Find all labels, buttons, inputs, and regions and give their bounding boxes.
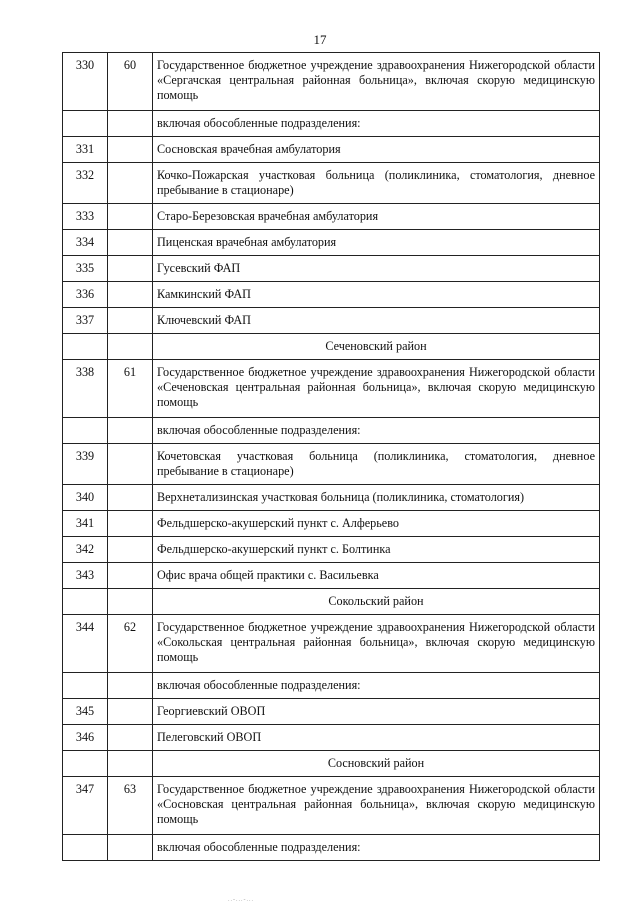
row-number <box>63 751 108 777</box>
table-row <box>63 699 600 725</box>
table-row <box>63 418 600 444</box>
table-row <box>63 537 600 563</box>
table-row <box>63 282 600 308</box>
row-code <box>108 751 153 777</box>
table-row <box>63 360 600 418</box>
district-row <box>63 589 600 615</box>
table-row <box>63 163 600 204</box>
row-code <box>108 230 153 256</box>
row-name: Верхнетализинская участковая больница (поликлиника, стоматология) <box>153 485 600 511</box>
table-row <box>63 137 600 163</box>
row-name: Офис врача общей практики с. Васильевка <box>153 563 600 589</box>
table-row <box>63 725 600 751</box>
row-name: Камкинский ФАП <box>153 282 600 308</box>
row-number: 346 <box>63 725 108 751</box>
row-code <box>108 308 153 334</box>
row-name: Георгиевский ОВОП <box>153 699 600 725</box>
row-code <box>108 511 153 537</box>
row-number <box>63 835 108 861</box>
row-code: 62 <box>108 615 153 673</box>
district-row <box>63 334 600 360</box>
row-code <box>108 111 153 137</box>
row-code: 63 <box>108 777 153 835</box>
row-number: 334 <box>63 230 108 256</box>
row-code <box>108 485 153 511</box>
row-code <box>108 444 153 485</box>
row-code <box>108 589 153 615</box>
row-name: Государственное бюджетное учреждение здравоохранения Нижегородской области «Сокольская центральная районная больница», включая скорую медицинскую помощь <box>153 615 600 673</box>
row-name: включая обособленные подразделения: <box>153 835 600 861</box>
row-name: Пиценская врачебная амбулатория <box>153 230 600 256</box>
row-code <box>108 256 153 282</box>
row-name: Государственное бюджетное учреждение здравоохранения Нижегородской области «Сеченовская центральная районная больница», включая скорую медицинскую помощь <box>153 360 600 418</box>
table-row <box>63 204 600 230</box>
row-code: 60 <box>108 53 153 111</box>
row-name: Фельдшерско-акушерский пункт с. Болтинка <box>153 537 600 563</box>
row-code <box>108 334 153 360</box>
row-number: 337 <box>63 308 108 334</box>
row-name: Пелеговский ОВОП <box>153 725 600 751</box>
table-row <box>63 511 600 537</box>
row-number: 332 <box>63 163 108 204</box>
table-row <box>63 53 600 111</box>
row-name: включая обособленные подразделения: <box>153 673 600 699</box>
table-row <box>63 835 600 861</box>
row-name: Государственное бюджетное учреждение здравоохранения Нижегородской области «Сергачская центральная районная больница», включая скорую медицинскую помощь <box>153 53 600 111</box>
row-number <box>63 111 108 137</box>
row-number: 338 <box>63 360 108 418</box>
row-number: 336 <box>63 282 108 308</box>
district-row <box>63 751 600 777</box>
page-number: 17 <box>313 32 327 47</box>
row-number: 331 <box>63 137 108 163</box>
table-row <box>63 777 600 835</box>
row-code <box>108 699 153 725</box>
table-row <box>63 111 600 137</box>
row-number: 344 <box>63 615 108 673</box>
row-number: 339 <box>63 444 108 485</box>
row-name: Кочетовская участковая больница (поликлиника, стоматология, дневное пребывание в стационаре) <box>153 444 600 485</box>
row-number: 345 <box>63 699 108 725</box>
row-number: 335 <box>63 256 108 282</box>
table-row <box>63 673 600 699</box>
row-code <box>108 563 153 589</box>
row-code <box>108 418 153 444</box>
row-number: 333 <box>63 204 108 230</box>
row-name: включая обособленные подразделения: <box>153 111 600 137</box>
table-row <box>63 230 600 256</box>
row-code: 61 <box>108 360 153 418</box>
row-code <box>108 163 153 204</box>
row-name: Сосновская врачебная амбулатория <box>153 137 600 163</box>
row-number <box>63 589 108 615</box>
row-number: 342 <box>63 537 108 563</box>
row-code <box>108 673 153 699</box>
row-number: 343 <box>63 563 108 589</box>
row-name: Фельдшерско-акушерский пункт с. Алферьево <box>153 511 600 537</box>
row-number: 347 <box>63 777 108 835</box>
row-code <box>108 537 153 563</box>
row-name: Ключевский ФАП <box>153 308 600 334</box>
table-row <box>63 615 600 673</box>
row-name: включая обособленные подразделения: <box>153 418 600 444</box>
scan-mark: ..-...-... <box>228 897 254 903</box>
institutions-table <box>62 52 600 861</box>
row-number: 330 <box>63 53 108 111</box>
table-row <box>63 485 600 511</box>
row-number <box>63 673 108 699</box>
row-name: Государственное бюджетное учреждение здравоохранения Нижегородской области «Сосновская центральная районная больница», включая скорую медицинскую помощь <box>153 777 600 835</box>
table-row <box>63 444 600 485</box>
row-code <box>108 725 153 751</box>
row-number <box>63 334 108 360</box>
row-number <box>63 418 108 444</box>
table-row <box>63 563 600 589</box>
table-row <box>63 308 600 334</box>
table-row <box>63 256 600 282</box>
row-code <box>108 282 153 308</box>
row-number: 341 <box>63 511 108 537</box>
district-heading: Сеченовский район <box>153 334 600 360</box>
district-heading: Сосновский район <box>153 751 600 777</box>
row-name: Старо-Березовская врачебная амбулатория <box>153 204 600 230</box>
row-code <box>108 835 153 861</box>
row-code <box>108 137 153 163</box>
row-number: 340 <box>63 485 108 511</box>
row-code <box>108 204 153 230</box>
row-name: Гусевский ФАП <box>153 256 600 282</box>
row-name: Кочко-Пожарская участковая больница (поликлиника, стоматология, дневное пребывание в стационаре) <box>153 163 600 204</box>
district-heading: Сокольский район <box>153 589 600 615</box>
